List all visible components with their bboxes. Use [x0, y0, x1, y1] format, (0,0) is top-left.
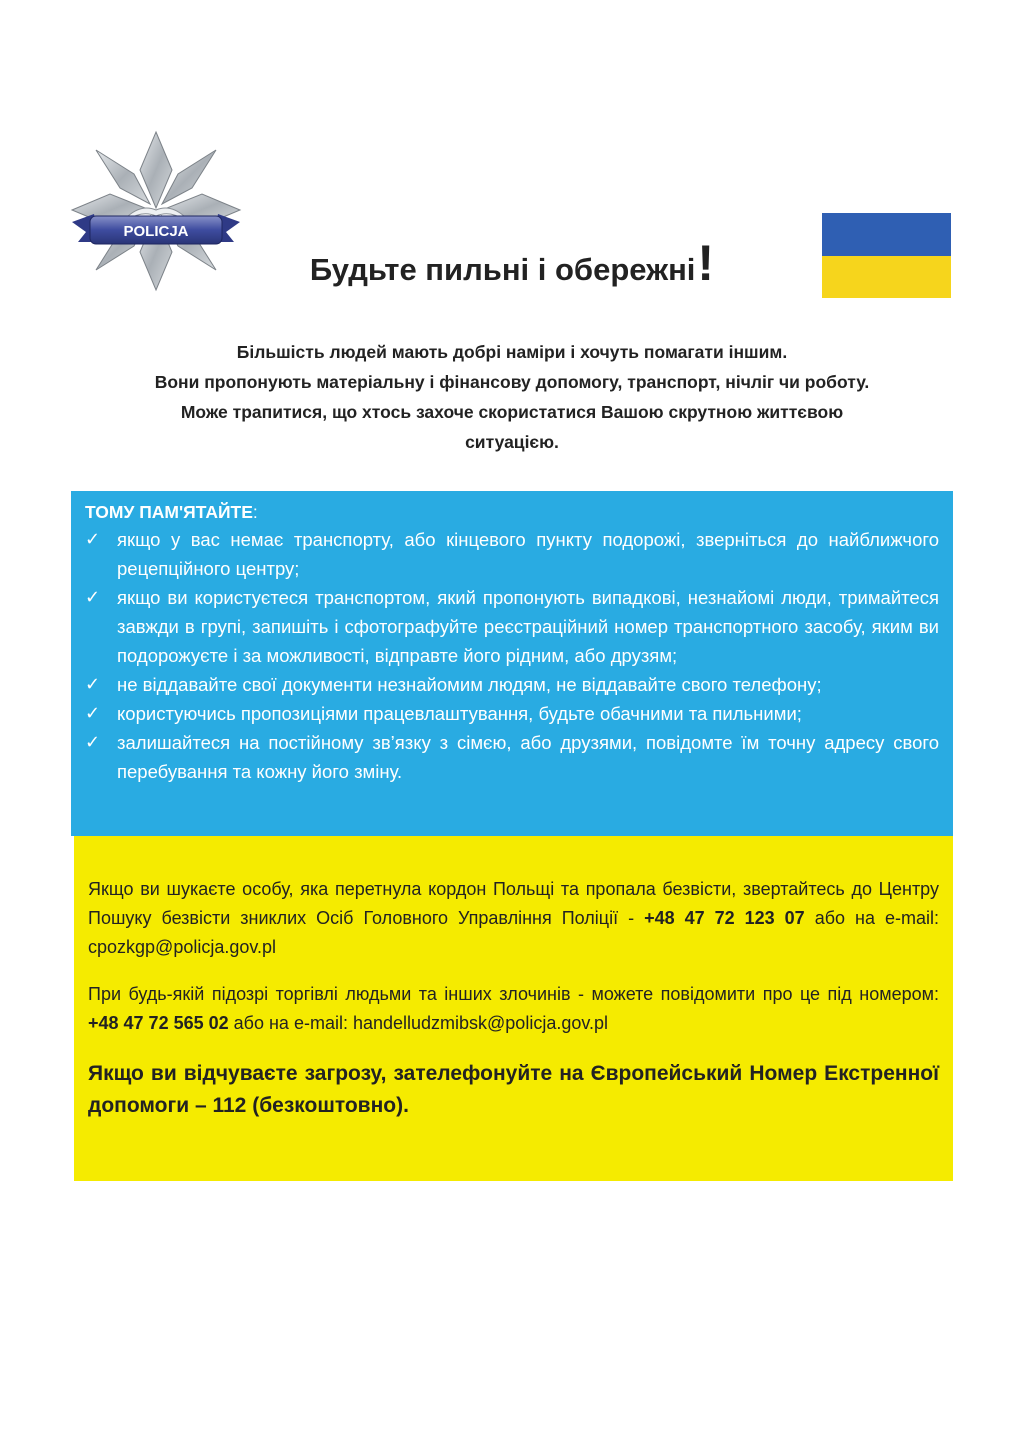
- missing-persons-paragraph: [88, 875, 939, 962]
- check-icon: ✓: [85, 529, 101, 549]
- list-item: [85, 525, 939, 583]
- check-icon: ✓: [85, 674, 101, 694]
- remember-heading-colon: :: [252, 502, 258, 522]
- emergency-notice: Якщо ви відчуваєте загрозу, зателефонуйте на Європейський Номер Екстренної допомоги – 112 (безкоштовно).: [88, 1062, 939, 1117]
- remember-section: [71, 491, 953, 836]
- list-item-text: якщо у вас немає транспорту, або кінцевого пункту подорожі, зверніться до найближчого рецепційного центру;: [117, 529, 939, 579]
- trafficking-text: При будь-якій підозрі торгівлі людьми та інших злочинів - можете повідомити про це під номером:: [88, 984, 939, 1004]
- remember-heading: [85, 501, 939, 523]
- list-item: [85, 728, 939, 786]
- trafficking-email[interactable]: або на e-mail: handelludzmibsk@policja.gov.pl: [233, 1013, 609, 1033]
- missing-persons-phone[interactable]: +48 47 72 123 07: [644, 908, 805, 928]
- intro-line: ситуацією.: [465, 432, 559, 452]
- list-item-text: якщо ви користуєтеся транспортом, який пропонують випадкові, незнайомі люди, тримайтеся завжди в групі, запишіть і сфотографуйте реєстраційний номер транспортного засобу, яким ви подорожуєте і за можливості, відправте його рідним, або друзям;: [117, 587, 939, 666]
- missing-persons-email[interactable]: або на e-mail: cpozkgp@policja.gov.pl: [88, 908, 939, 957]
- remember-heading-text: ТОМУ ПАМ'ЯТАЙТЕ: [85, 502, 253, 522]
- list-item-text: не віддавайте свої документи незнайомим людям, не віддавайте свого телефону;: [117, 674, 822, 695]
- trafficking-paragraph: [88, 980, 939, 1038]
- intro-line: Більшість людей мають добрі наміри і хочуть помагати іншим.: [236, 342, 788, 362]
- trafficking-phone[interactable]: +48 47 72 565 02: [88, 1013, 229, 1033]
- title-text: Будьте пильні і обережні: [309, 252, 696, 287]
- logo-text: POLICJA: [123, 223, 189, 240]
- list-item: [85, 699, 939, 728]
- intro-line: Вони пропонують матеріальну і фінансову допомогу, транспорт, нічліг чи роботу.: [154, 372, 870, 392]
- list-item-text: користуючись пропозиціями працевлаштування, будьте обачними та пильними;: [117, 703, 802, 724]
- check-icon: ✓: [85, 703, 101, 723]
- intro-paragraph: [80, 337, 944, 457]
- missing-persons-text: Якщо ви шукаєте особу, яка перетнула кордон Польщі та пропала безвісти, звертайтесь до Центру Пошуку безвісти зниклих Осіб Головного Управління Поліції -: [88, 879, 939, 928]
- list-item-text: залишайтеся на постійному зв’язку з сімєю, або друзями, повідомте їм точну адресу свого перебування та кожну його зміну.: [117, 732, 939, 782]
- page-title: [0, 235, 1024, 291]
- list-item: [85, 583, 939, 670]
- title-exclamation: !: [697, 235, 715, 291]
- tips-list: [85, 525, 939, 786]
- check-icon: ✓: [85, 587, 101, 607]
- check-icon: ✓: [85, 732, 101, 752]
- list-item: [85, 670, 939, 699]
- contacts-section: [74, 836, 953, 1181]
- intro-line: Може трапитися, що хтось захоче скористатися Вашою скрутною життєвою: [180, 402, 844, 422]
